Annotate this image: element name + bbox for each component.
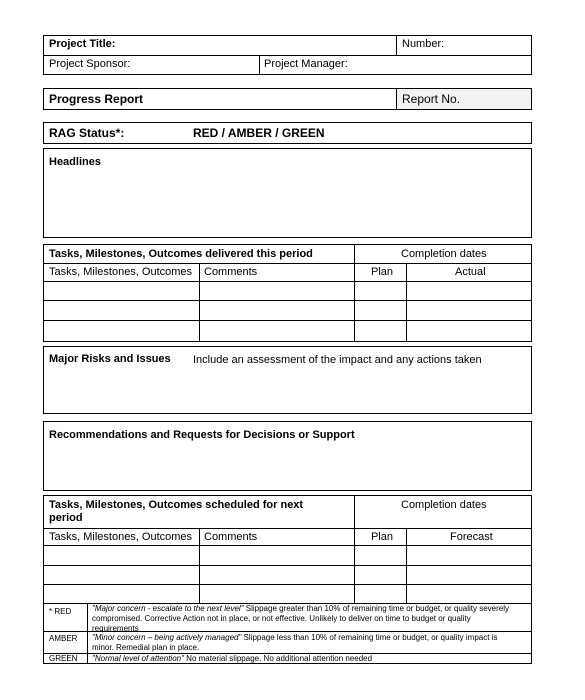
headlines-title: Headlines (49, 156, 101, 168)
legend-amber-text1: Slippage less than 10% of remaining time or budget, or quality impact is (241, 633, 498, 642)
legend-amber-italic: "Minor concern – being actively managed" (92, 633, 242, 642)
project-title-label: Project Title: (49, 38, 116, 50)
legend-red-text3: requirements (92, 624, 139, 633)
legend-green-line1 (92, 654, 372, 664)
number-label: Number: (402, 38, 445, 50)
scheduled-col-forecast: Forecast (450, 531, 493, 543)
legend-amber-text2: minor. Remedial plan in place. (92, 643, 200, 652)
report-no-label: Report No. (402, 92, 461, 106)
scheduled-col-tasks: Tasks, Milestones, Outcomes (49, 531, 193, 543)
legend-green-label: GREEN (49, 654, 78, 663)
legend-red-text2: compromised. Corrective Action not in place, or not effective. Unlikely to deliver on time to budget or quality (92, 614, 471, 623)
delivered-col-plan: Plan (371, 266, 394, 278)
delivered-col-actual: Actual (455, 266, 486, 278)
scheduled-col-plan: Plan (371, 531, 394, 543)
recommendations-title: Recommendations and Requests for Decisions or Support (49, 429, 355, 441)
scheduled-table (43, 495, 532, 604)
major-risks-note: Include an assessment of the impact and any actions taken (193, 354, 482, 366)
legend-green-italic: "Normal level of attention" (92, 654, 184, 663)
legend-red-text1: Slippage greater than 10% of remaining time or budget, or quality severely (243, 604, 510, 613)
scheduled-col-comments: Comments (204, 531, 258, 543)
legend-amber-label: AMBER (49, 634, 78, 643)
scheduled-completion-dates: Completion dates (401, 499, 487, 511)
project-sponsor-label: Project Sponsor: (49, 58, 131, 70)
delivered-col-tasks: Tasks, Milestones, Outcomes (49, 266, 193, 278)
major-risks-title: Major Risks and Issues (49, 353, 171, 365)
legend-red-line1 (92, 604, 509, 614)
legend-green-text1: No material slippage. No additional attention needed (183, 654, 373, 663)
delivered-completion-dates: Completion dates (401, 248, 487, 260)
scheduled-title-line2: period (49, 512, 83, 524)
legend-amber-line1 (92, 633, 497, 643)
scheduled-title-line1: Tasks, Milestones, Outcomes scheduled for next (49, 499, 304, 511)
delivered-col-comments: Comments (204, 266, 258, 278)
legend-red-italic: "Major concern - escalate to the next level" (92, 604, 244, 613)
delivered-title: Tasks, Milestones, Outcomes delivered this period (49, 248, 313, 260)
legend-red-label: * RED (49, 607, 72, 616)
headlines-box (43, 148, 532, 238)
rag-status-values: RED / AMBER / GREEN (193, 126, 325, 140)
progress-report-title: Progress Report (49, 92, 144, 106)
project-manager-label: Project Manager: (264, 58, 348, 70)
rag-status-label: RAG Status*: (49, 126, 125, 140)
